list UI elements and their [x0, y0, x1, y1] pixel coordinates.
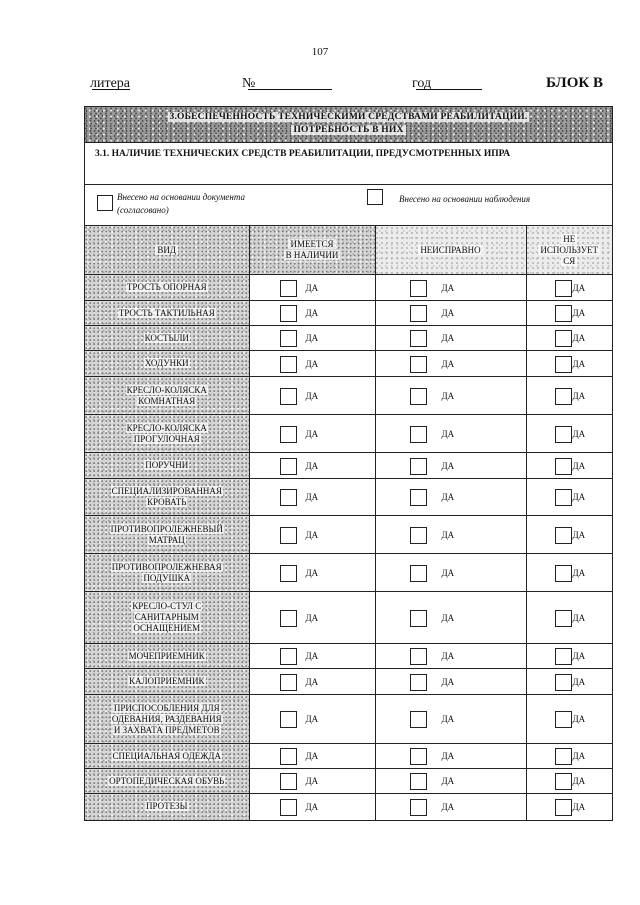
- table-row: [85, 415, 612, 453]
- available-cell: [249, 516, 375, 554]
- available-checkbox[interactable]: [280, 330, 297, 347]
- yes-label: ДА: [572, 612, 586, 623]
- yes-label: ДА: [441, 460, 455, 471]
- faulty-checkbox[interactable]: [410, 773, 427, 790]
- header-type: ВИД: [85, 226, 249, 275]
- aid-name: ОРТОПЕДИЧЕСКАЯ ОБУВЬ: [85, 769, 249, 794]
- yes-label: ДА: [441, 333, 455, 343]
- yes-label: ДА: [572, 751, 586, 761]
- unused-checkbox[interactable]: [555, 305, 572, 322]
- faulty-checkbox[interactable]: [410, 648, 427, 665]
- available-checkbox[interactable]: [280, 388, 297, 405]
- yes-label: ДА: [441, 776, 455, 786]
- faulty-cell: [375, 644, 526, 669]
- table-row: [85, 554, 612, 592]
- yes-label: ДА: [305, 612, 319, 623]
- yes-label: ДА: [441, 676, 455, 687]
- available-checkbox[interactable]: [280, 527, 297, 544]
- section-title: [85, 107, 612, 143]
- yes-label: ДА: [572, 460, 586, 471]
- yes-label: ДА: [305, 801, 319, 812]
- faulty-checkbox[interactable]: [410, 748, 427, 765]
- available-cell: [249, 415, 375, 453]
- unused-cell: [526, 669, 612, 695]
- yes-label: ДА: [305, 492, 319, 502]
- number-field[interactable]: [248, 76, 332, 90]
- faulty-checkbox[interactable]: [410, 489, 427, 506]
- available-cell: [249, 453, 375, 479]
- table-row: [85, 516, 612, 554]
- yes-label: ДА: [441, 651, 455, 661]
- faulty-cell: [375, 744, 526, 769]
- yes-label: ДА: [572, 651, 586, 661]
- unused-cell: [526, 415, 612, 453]
- yes-label: ДА: [572, 529, 586, 540]
- yes-label: ДА: [441, 751, 455, 761]
- available-cell: [249, 377, 375, 415]
- unused-cell: [526, 516, 612, 554]
- table-row: [85, 644, 612, 669]
- available-checkbox[interactable]: [280, 305, 297, 322]
- document-basis-checkbox[interactable]: [97, 195, 113, 211]
- aid-name: КОСТЫЛИ: [85, 326, 249, 351]
- yes-label: ДА: [572, 492, 586, 502]
- faulty-checkbox[interactable]: [410, 711, 427, 728]
- section-title-line2: ПОТРЕБНОСТЬ В НИХ: [293, 125, 404, 135]
- yes-label: ДА: [572, 428, 586, 439]
- aid-name: ТРОСТЬ ОПОРНАЯ: [85, 275, 249, 301]
- yes-label: ДА: [305, 308, 319, 318]
- yes-label: ДА: [572, 282, 586, 293]
- faulty-cell: [375, 377, 526, 415]
- table-row: [85, 377, 612, 415]
- available-checkbox[interactable]: [280, 748, 297, 765]
- yes-label: ДА: [441, 714, 455, 724]
- document-basis-label: Внесено на основании документа (согласовано): [117, 192, 246, 215]
- yes-label: ДА: [572, 776, 586, 786]
- yes-label: ДА: [441, 358, 455, 369]
- table-row: [85, 794, 612, 820]
- faulty-cell: [375, 301, 526, 326]
- faulty-cell: [375, 351, 526, 377]
- yes-label: ДА: [572, 567, 586, 578]
- faulty-cell: [375, 516, 526, 554]
- faulty-cell: [375, 415, 526, 453]
- table-header-row: [85, 226, 612, 275]
- available-checkbox[interactable]: [280, 799, 297, 816]
- aid-name: СПЕЦИАЛИЗИРОВАННАЯ КРОВАТЬ: [85, 479, 249, 516]
- aid-name: МОЧЕПРИЕМНИК: [85, 644, 249, 669]
- available-cell: [249, 351, 375, 377]
- available-checkbox[interactable]: [280, 426, 297, 443]
- faulty-cell: [375, 669, 526, 695]
- unused-checkbox[interactable]: [555, 489, 572, 506]
- unused-cell: [526, 769, 612, 794]
- aid-name: ТРОСТЬ ТАКТИЛЬНАЯ: [85, 301, 249, 326]
- unused-cell: [526, 377, 612, 415]
- yes-label: ДА: [305, 776, 319, 786]
- aid-name: ПРИСПОСОБЛЕНИЯ ДЛЯ ОДЕВАНИЯ, РАЗДЕВАНИЯ И ЗАХВАТА ПРЕДМЕТОВ: [85, 695, 249, 744]
- form-header: [90, 76, 610, 96]
- unused-cell: [526, 592, 612, 644]
- available-cell: [249, 644, 375, 669]
- aid-name: ПОРУЧНИ: [85, 453, 249, 479]
- yes-label: ДА: [305, 651, 319, 661]
- available-cell: [249, 592, 375, 644]
- faulty-cell: [375, 326, 526, 351]
- section-title-line1: 3.ОБЕСПЕЧЕННОСТЬ ТЕХНИЧЕСКИМИ СРЕДСТВАМИ РЕАБИЛИТАЦИИ.: [169, 112, 528, 122]
- table-row: [85, 769, 612, 794]
- available-checkbox[interactable]: [280, 773, 297, 790]
- available-cell: [249, 301, 375, 326]
- unused-checkbox[interactable]: [555, 799, 572, 816]
- unused-cell: [526, 644, 612, 669]
- yes-label: ДА: [441, 801, 455, 812]
- yes-label: ДА: [572, 358, 586, 369]
- available-cell: [249, 769, 375, 794]
- litera-label: литера: [90, 76, 131, 91]
- unused-cell: [526, 453, 612, 479]
- faulty-cell: [375, 695, 526, 744]
- yes-label: ДА: [441, 492, 455, 502]
- table-row: [85, 744, 612, 769]
- year-field[interactable]: [416, 76, 482, 90]
- unused-checkbox[interactable]: [555, 748, 572, 765]
- faulty-checkbox[interactable]: [410, 356, 427, 373]
- available-cell: [249, 794, 375, 820]
- table-row: [85, 301, 612, 326]
- faulty-cell: [375, 592, 526, 644]
- available-checkbox[interactable]: [280, 280, 297, 297]
- faulty-checkbox[interactable]: [410, 527, 427, 544]
- unused-checkbox[interactable]: [555, 356, 572, 373]
- page-number: 107: [311, 46, 329, 58]
- table-row: [85, 669, 612, 695]
- available-checkbox[interactable]: [280, 648, 297, 665]
- available-cell: [249, 744, 375, 769]
- unused-checkbox[interactable]: [555, 330, 572, 347]
- unused-checkbox[interactable]: [555, 610, 572, 627]
- unused-cell: [526, 301, 612, 326]
- available-cell: [249, 326, 375, 351]
- faulty-checkbox[interactable]: [410, 330, 427, 347]
- yes-label: ДА: [441, 390, 455, 401]
- litera-field[interactable]: [92, 76, 130, 90]
- faulty-checkbox[interactable]: [410, 388, 427, 405]
- unused-cell: [526, 351, 612, 377]
- aid-name: КАЛОПРИЕМНИК: [85, 669, 249, 695]
- faulty-cell: [375, 794, 526, 820]
- table-row: [85, 695, 612, 744]
- unused-checkbox[interactable]: [555, 648, 572, 665]
- number-label: №: [242, 76, 256, 91]
- faulty-checkbox[interactable]: [410, 565, 427, 582]
- header-faulty: НЕИСПРАВНО: [375, 226, 526, 275]
- available-cell: [249, 479, 375, 516]
- faulty-cell: [375, 275, 526, 301]
- faulty-checkbox[interactable]: [410, 610, 427, 627]
- yes-label: ДА: [572, 390, 586, 401]
- observation-basis-label: Внесено на основании наблюдения: [399, 194, 531, 204]
- yes-label: ДА: [441, 612, 455, 623]
- aid-name: СПЕЦИАЛЬНАЯ ОДЕЖДА: [85, 744, 249, 769]
- yes-label: ДА: [305, 390, 319, 401]
- unused-cell: [526, 554, 612, 592]
- year-label: год: [412, 76, 432, 91]
- yes-label: ДА: [572, 714, 586, 724]
- unused-checkbox[interactable]: [555, 773, 572, 790]
- faulty-checkbox[interactable]: [410, 458, 427, 475]
- yes-label: ДА: [305, 751, 319, 761]
- aid-name: ПРОТЕЗЫ: [85, 794, 249, 820]
- block-label: БЛОК В: [546, 75, 604, 91]
- yes-label: ДА: [572, 333, 586, 343]
- yes-label: ДА: [441, 428, 455, 439]
- available-cell: [249, 695, 375, 744]
- unused-checkbox[interactable]: [555, 280, 572, 297]
- table-row: [85, 479, 612, 516]
- unused-cell: [526, 744, 612, 769]
- aid-name: КРЕСЛО-КОЛЯСКА КОМНАТНАЯ: [85, 377, 249, 415]
- unused-checkbox[interactable]: [555, 426, 572, 443]
- yes-label: ДА: [305, 714, 319, 724]
- faulty-cell: [375, 769, 526, 794]
- yes-label: ДА: [441, 308, 455, 318]
- rehab-aids-table: [85, 226, 612, 820]
- aid-name: КРЕСЛО-КОЛЯСКА ПРОГУЛОЧНАЯ: [85, 415, 249, 453]
- unused-cell: [526, 695, 612, 744]
- table-row: [85, 592, 612, 644]
- yes-label: ДА: [305, 428, 319, 439]
- aid-name: ХОДУНКИ: [85, 351, 249, 377]
- available-checkbox[interactable]: [280, 674, 297, 691]
- yes-label: ДА: [305, 529, 319, 540]
- faulty-checkbox[interactable]: [410, 426, 427, 443]
- yes-label: ДА: [572, 676, 586, 687]
- rehab-form: [84, 106, 613, 821]
- aid-name: ПРОТИВОПРОЛЕЖНЕВАЯ ПОДУШКА: [85, 554, 249, 592]
- unused-cell: [526, 794, 612, 820]
- yes-label: ДА: [572, 308, 586, 318]
- subsection-title: 3.1. НАЛИЧИЕ ТЕХНИЧЕСКИХ СРЕДСТВ РЕАБИЛИТАЦИИ, ПРЕДУСМОТРЕННЫХ ИПРА: [85, 143, 612, 185]
- header-unused: НЕ ИСПОЛЬЗУЕТ СЯ: [526, 226, 612, 275]
- unused-checkbox[interactable]: [555, 565, 572, 582]
- yes-label: ДА: [305, 282, 319, 293]
- table-row: [85, 275, 612, 301]
- header-available: ИМЕЕТСЯ В НАЛИЧИИ: [249, 226, 375, 275]
- unused-checkbox[interactable]: [555, 527, 572, 544]
- aid-name: КРЕСЛО-СТУЛ С САНИТАРНЫМ ОСНАЩЕНИЕМ: [85, 592, 249, 644]
- yes-label: ДА: [305, 567, 319, 578]
- table-row: [85, 453, 612, 479]
- observation-basis-checkbox[interactable]: [367, 189, 383, 205]
- available-cell: [249, 554, 375, 592]
- basis-row: [85, 185, 612, 226]
- unused-checkbox[interactable]: [555, 458, 572, 475]
- yes-label: ДА: [305, 333, 319, 343]
- unused-checkbox[interactable]: [555, 388, 572, 405]
- available-checkbox[interactable]: [280, 711, 297, 728]
- unused-cell: [526, 479, 612, 516]
- available-checkbox[interactable]: [280, 565, 297, 582]
- faulty-cell: [375, 479, 526, 516]
- table-row: [85, 351, 612, 377]
- faulty-checkbox[interactable]: [410, 280, 427, 297]
- available-cell: [249, 669, 375, 695]
- yes-label: ДА: [305, 460, 319, 471]
- faulty-cell: [375, 554, 526, 592]
- yes-label: ДА: [441, 529, 455, 540]
- available-checkbox[interactable]: [280, 489, 297, 506]
- table-row: [85, 326, 612, 351]
- yes-label: ДА: [441, 567, 455, 578]
- yes-label: ДА: [305, 358, 319, 369]
- yes-label: ДА: [441, 282, 455, 293]
- available-checkbox[interactable]: [280, 610, 297, 627]
- faulty-checkbox[interactable]: [410, 799, 427, 816]
- aid-name: ПРОТИВОПРОЛЕЖНЕВЫЙ МАТРАЦ: [85, 516, 249, 554]
- unused-checkbox[interactable]: [555, 674, 572, 691]
- available-checkbox[interactable]: [280, 356, 297, 373]
- faulty-cell: [375, 453, 526, 479]
- available-checkbox[interactable]: [280, 458, 297, 475]
- faulty-checkbox[interactable]: [410, 674, 427, 691]
- unused-checkbox[interactable]: [555, 711, 572, 728]
- available-cell: [249, 275, 375, 301]
- unused-cell: [526, 326, 612, 351]
- unused-cell: [526, 275, 612, 301]
- yes-label: ДА: [305, 676, 319, 687]
- faulty-checkbox[interactable]: [410, 305, 427, 322]
- yes-label: ДА: [572, 801, 586, 812]
